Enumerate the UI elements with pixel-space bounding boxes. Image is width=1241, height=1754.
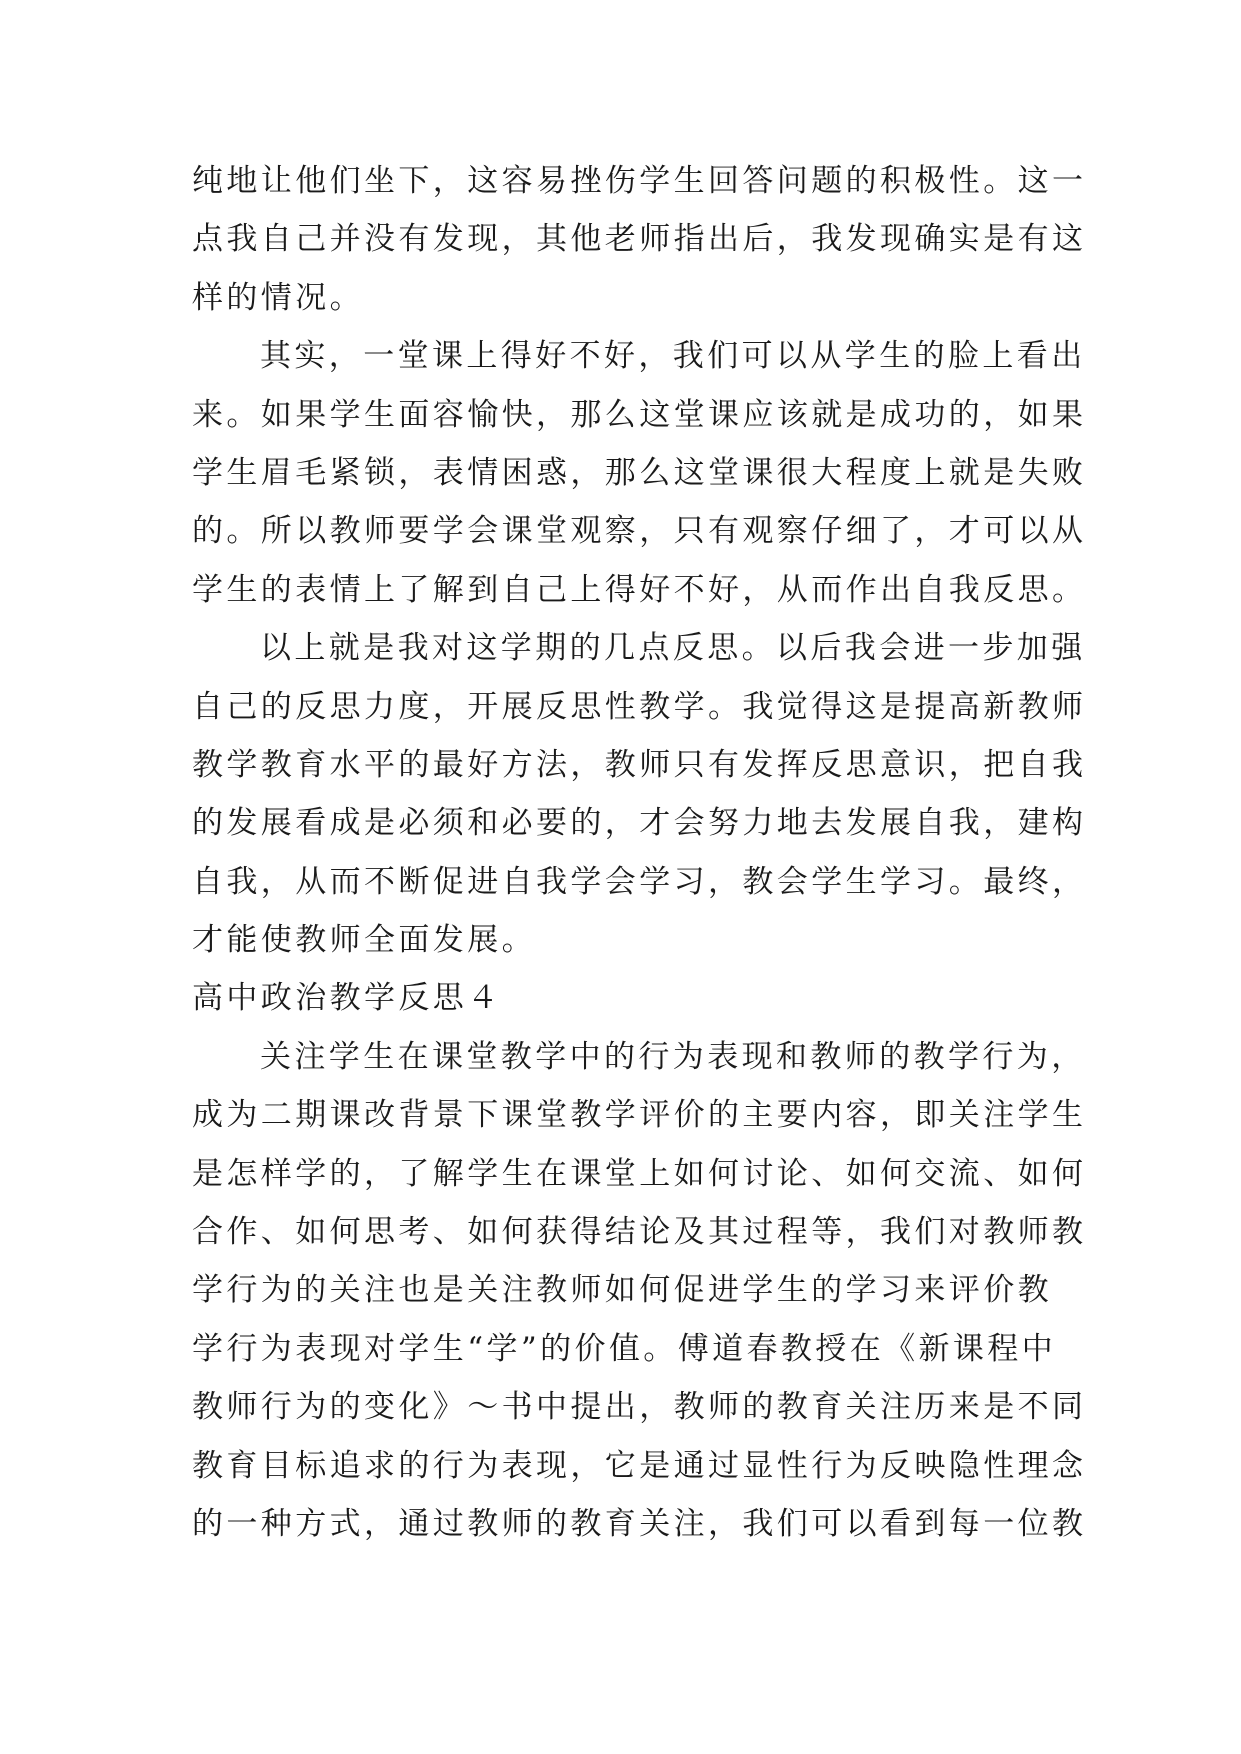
text-line: 教师行为的变化》～书中提出，教师的教育关注历来是不同 (192, 1389, 1087, 1426)
text-line: 纯地让他们坐下，这容易挫伤学生回答问题的积极性。这一 (192, 163, 1087, 199)
text-line: 学生眉毛紧锁，表情困惑，那么这堂课很大程度上就是失败 (192, 454, 1087, 491)
text-line: 自我，从而不断促进自我学会学习，教会学生学习。最终， (192, 863, 1087, 900)
paragraph-first-line: 以上就是我对这学期的几点反思。以后我会进一步加强 (260, 630, 1086, 667)
text-line: 来。如果学生面容愉快，那么这堂课应该就是成功的，如果 (192, 396, 1087, 433)
text-line: 的发展看成是必须和必要的，才会努力地去发展自我，建构 (192, 805, 1087, 842)
text-line: 是怎样学的，了解学生在课堂上如何讨论、如何交流、如何 (192, 1155, 1087, 1192)
text-line: 学行为的关注也是关注教师如何促进学生的学习来评价教 (192, 1272, 1052, 1309)
text-line: 成为二期课改背景下课堂教学评价的主要内容，即关注学生 (192, 1097, 1087, 1134)
text-line: 合作、如何思考、如何获得结论及其过程等，我们对教师教 (192, 1214, 1087, 1251)
body-text (192, 152, 1087, 1553)
text-line: 学行为表现对学生“学”的价值。傅道春教授在《新课程中 (192, 1330, 1057, 1367)
paragraph-first-line: 关注学生在课堂教学中的行为表现和教师的教学行为， (260, 1038, 1086, 1075)
text-line: 自己的反思力度，开展反思性教学。我觉得这是提高新教师 (192, 688, 1087, 725)
text-line: 的。所以教师要学会课堂观察，只有观察仔细了，才可以从 (192, 513, 1087, 550)
text-line: 才能使教师全面发展。 (192, 922, 536, 959)
text-line: 教育目标追求的行为表现，它是通过显性行为反映隐性理念 (192, 1447, 1087, 1484)
text-line: 样的情况。 (192, 279, 364, 316)
text-line: 的一种方式，通过教师的教育关注，我们可以看到每一位教 (192, 1505, 1087, 1542)
text-line: 教学教育水平的最好方法，教师只有发挥反思意识，把自我 (192, 746, 1087, 783)
paragraph-first-line: 其实，一堂课上得好不好，我们可以从学生的脸上看出 (260, 338, 1086, 375)
section-heading: 高中政治教学反思４ (192, 980, 502, 1017)
text-line: 点我自己并没有发现，其他老师指出后，我发现确实是有这 (192, 221, 1087, 258)
text-line: 学生的表情上了解到自己上得好不好，从而作出自我反思。 (192, 571, 1087, 608)
